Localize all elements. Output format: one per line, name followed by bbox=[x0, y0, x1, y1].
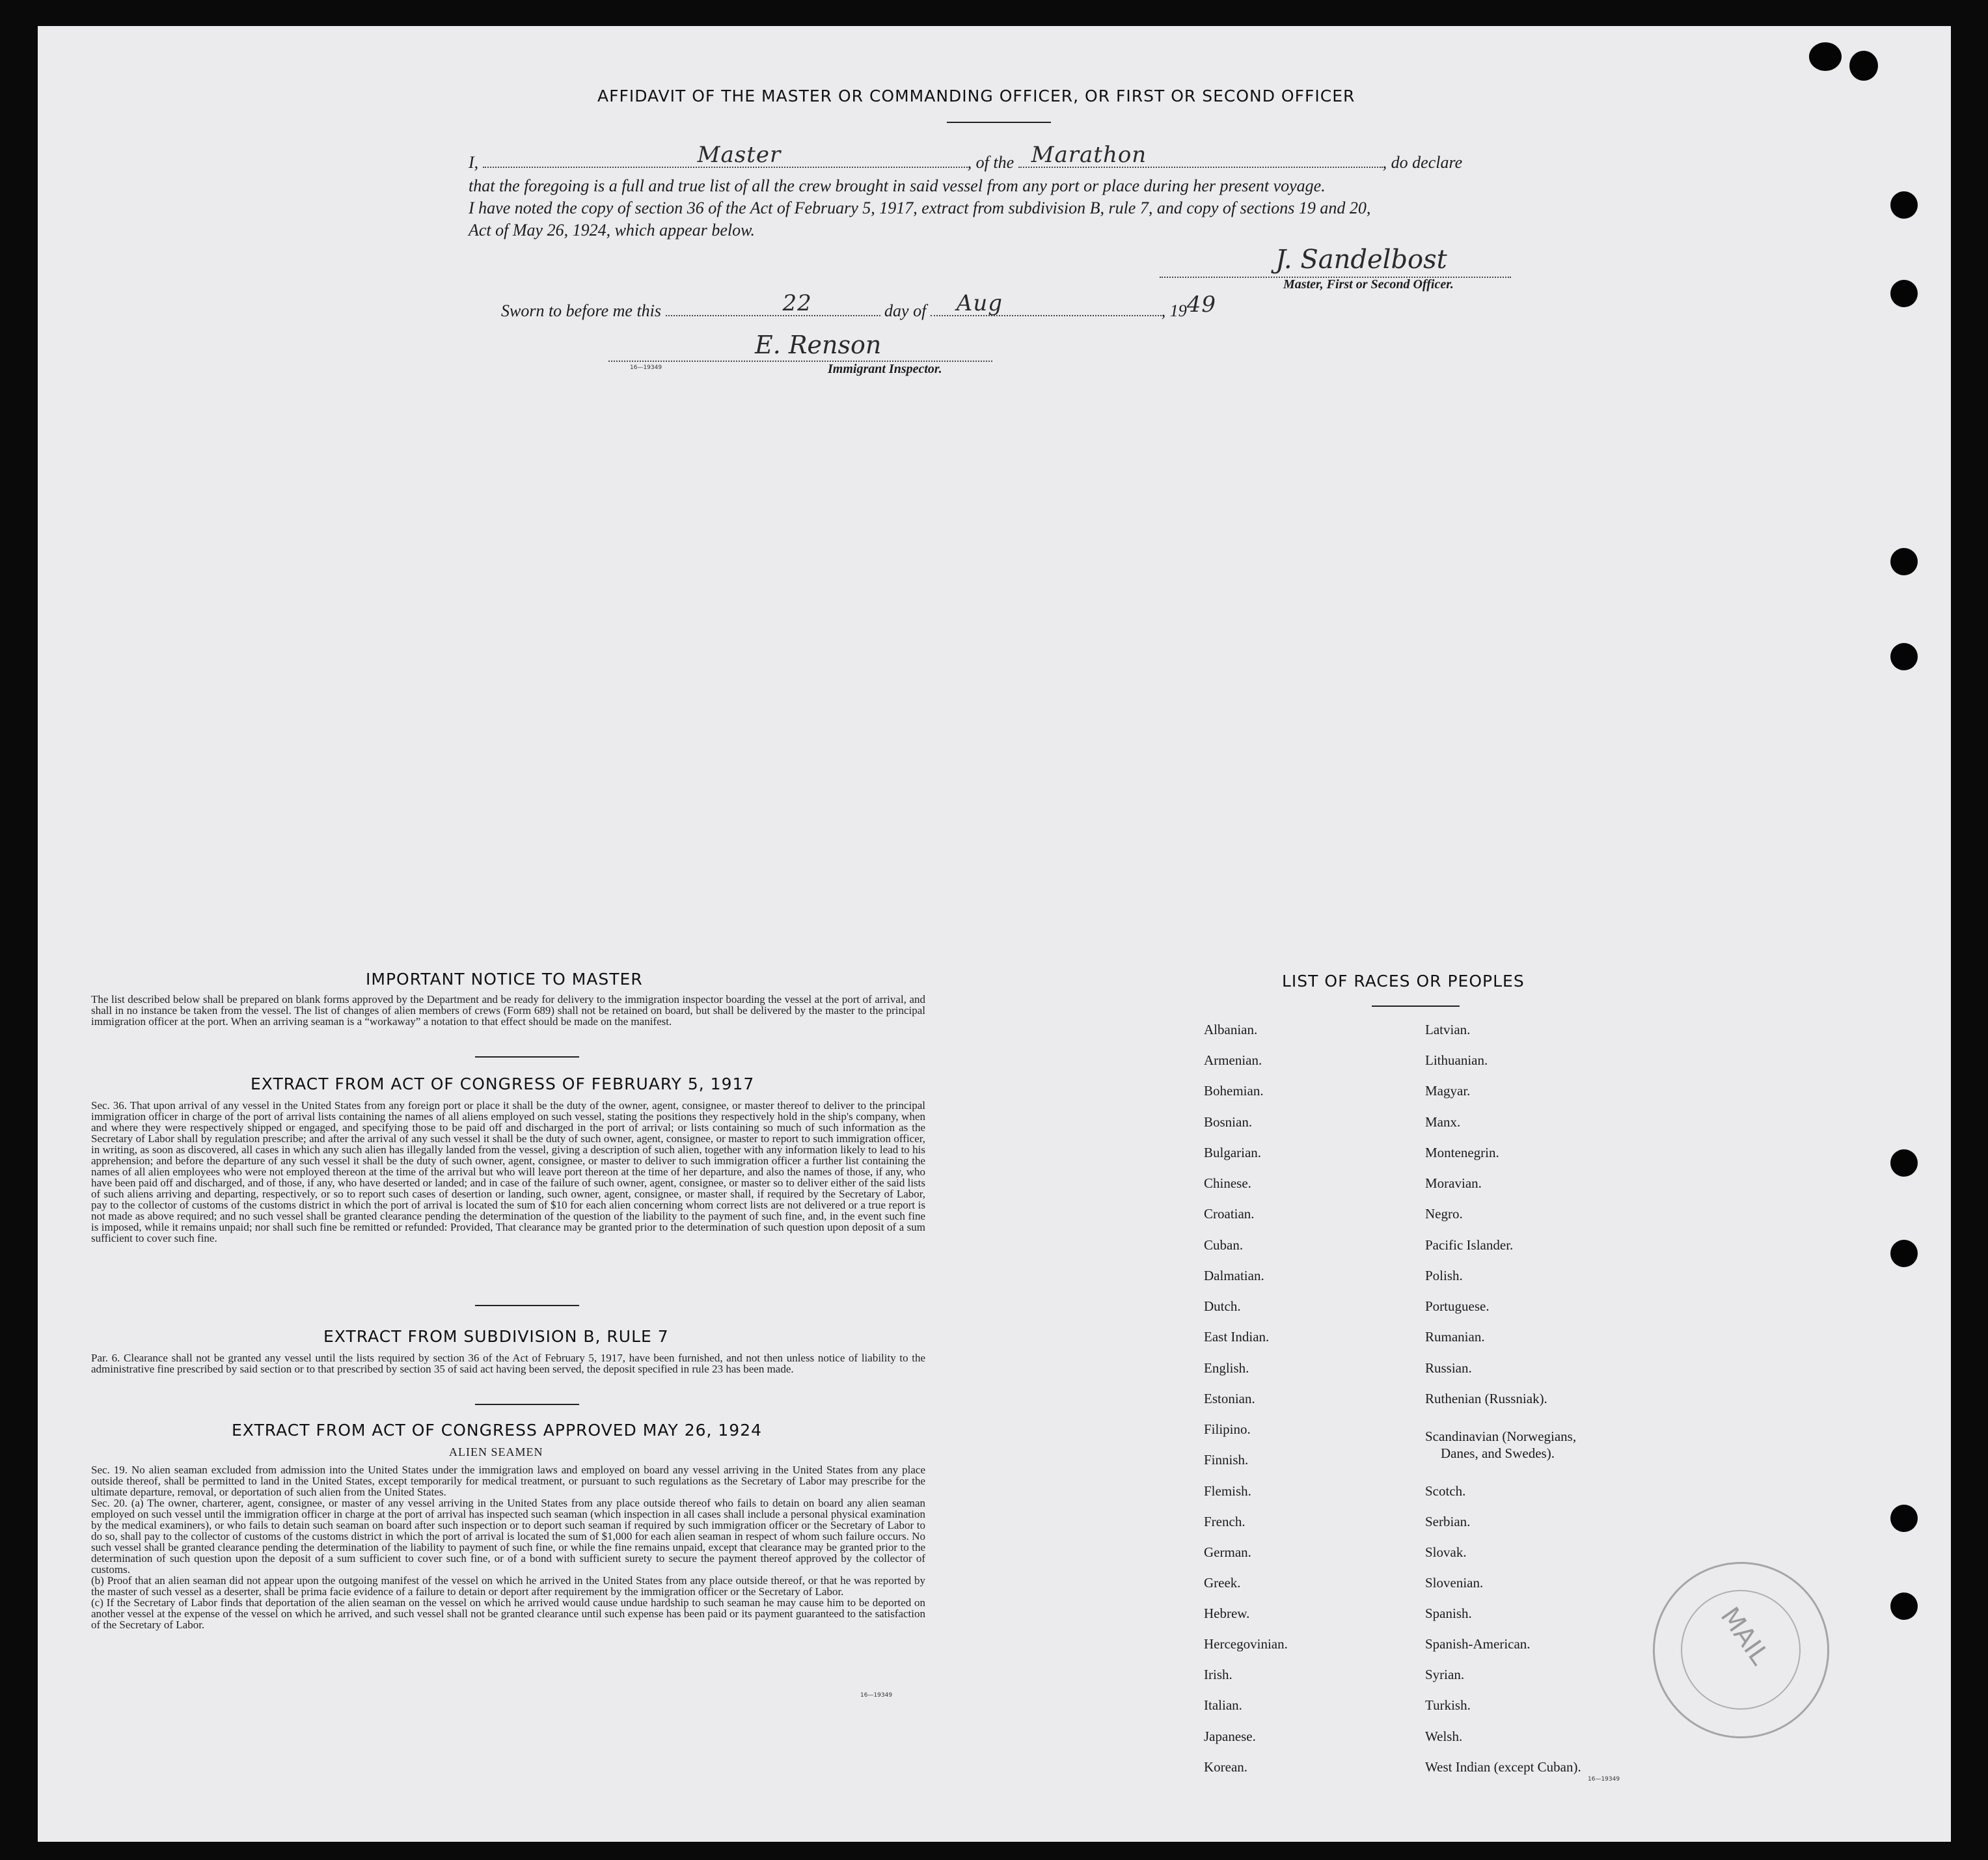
extract-1924-body bbox=[91, 1464, 925, 1630]
race-item: Moravian. bbox=[1425, 1175, 1482, 1191]
sworn-month-field bbox=[931, 290, 1162, 316]
race-item: Croatian. bbox=[1204, 1206, 1255, 1222]
punch-hole bbox=[1890, 280, 1918, 307]
sworn-month-handwritten: Aug bbox=[956, 290, 1003, 316]
affidavit-title: AFFIDAVIT OF THE MASTER OR COMMANDING OFFICER, OR FIRST OR SECOND OFFICER bbox=[597, 87, 1355, 105]
sworn-year-field bbox=[1186, 292, 1219, 318]
race-item: Manx. bbox=[1425, 1114, 1461, 1130]
race-item: Turkish. bbox=[1425, 1697, 1471, 1713]
master-signature: J. Sandelbost bbox=[1275, 245, 1447, 275]
race-item: East Indian. bbox=[1204, 1329, 1270, 1345]
race-item: Danes, and Swedes). bbox=[1441, 1445, 1555, 1461]
vessel-name-field bbox=[1018, 142, 1383, 168]
race-item: Ruthenian (Russniak). bbox=[1425, 1391, 1547, 1406]
extract-1924-sec20c: (c) If the Secretary of Labor finds that deportation of the alien seaman on the vessel on which he arrived would cause undue hardship to such seaman he may cause him to be deported on another vessel at the expense of the vessel on which he arrived, and such vessel shall not be granted clearance until such expense has been paid or its payment guaranteed to the satisfaction of the Secretary of Labor. bbox=[91, 1596, 925, 1631]
punch-hole bbox=[1890, 191, 1918, 219]
race-item: Armenian. bbox=[1204, 1052, 1262, 1068]
races-title: LIST OF RACES OR PEOPLES bbox=[1282, 972, 1525, 991]
sworn-day-handwritten: 22 bbox=[782, 290, 812, 316]
race-item: Hercegovinian. bbox=[1204, 1636, 1288, 1652]
race-item: Bulgarian. bbox=[1204, 1145, 1262, 1160]
extract-1917-body: Sec. 36. That upon arrival of any vessel in the United States from any foreign port or place it shall be the duty of the owner, agent, consignee, or master thereof to deliver to the principal immigration officer in charge of the port of arrival lists containing the names of all aliens employed on such vessel, stating the positions they respectively hold in the ship's company, when and where they were respectively shipped or engaged, and specifying those to be paid off and discharged in the port of arrival; or lists containing so much of such information as the Secretary of Labor shall by regulation prescribe; and after the arrival of any such vessel it shall be the duty of such owner, agent, consignee, or master to report to such immigration officer, in writing, as soon as discovered, all cases in which any such alien has illegally landed from the vessel, giving a description of such alien, together with any information likely to lead to his apprehension; and before the departure of any such vessel it shall be the duty of such owner, agent, consignee, or master to deliver to such immigration officer a further list containing the names of all alien employees who were not employed thereon at the time of the arrival but who will leave port thereon at the time of her departure, and also the names of those, if any, who have been paid off and discharged, and of those, if any, who have deserted or landed; and in case of the failure of such owner, agent, consignee, or master so to deliver either of the said lists of such aliens arriving and departing, respectively, or so to report such cases of desertion or landing, such owner, agent, consignee, or master shall, if required by the Secretary of Labor, pay to the collector of customs of the customs district in which the port of arrival is located the sum of $10 for each alien concerning whom correct lists are not delivered or a true report is not made as above required; and no such vessel shall be granted clearance pending the determination of the question of the liability to the payment of such fine, and, in the event such fine is imposed, while it remains unpaid; nor shall such fine be remitted or refunded: Provided, That clearance may be granted prior to the determination of such question upon deposit of a sum sufficient to cover such fine. bbox=[91, 1099, 925, 1244]
race-item: West Indian (except Cuban). bbox=[1425, 1759, 1581, 1775]
race-item: Welsh. bbox=[1425, 1729, 1463, 1744]
race-item: English. bbox=[1204, 1360, 1249, 1376]
sworn-line bbox=[501, 290, 1219, 322]
divider bbox=[947, 122, 1051, 123]
notice-title: IMPORTANT NOTICE TO MASTER bbox=[366, 970, 643, 989]
officer-title-field bbox=[483, 142, 968, 168]
race-item: Negro. bbox=[1425, 1206, 1463, 1222]
punch-hole bbox=[1890, 1505, 1918, 1532]
race-item: Bosnian. bbox=[1204, 1114, 1253, 1130]
punch-hole bbox=[1890, 1593, 1918, 1620]
race-item: Syrian. bbox=[1425, 1667, 1465, 1682]
race-item: Lithuanian. bbox=[1425, 1052, 1488, 1068]
race-item: Dutch. bbox=[1204, 1298, 1241, 1314]
punch-hole bbox=[1890, 548, 1918, 575]
race-item: Flemish. bbox=[1204, 1483, 1251, 1499]
race-item: German. bbox=[1204, 1544, 1251, 1560]
race-item: Greek. bbox=[1204, 1575, 1241, 1591]
races-form-number: 16—19349 bbox=[1588, 1776, 1620, 1783]
extract-1924-sec19: Sec. 19. No alien seaman excluded from admission into the United States under the immigration laws and employed on board any vessel arriving in the United States from any place outside thereof, shall be permitted to land in the United States, except temporarily for medical treatment, or pursuant to such regulations as the Secretary of Labor may prescribe for the ultimate departure, removal, or deportation of such alien from the United States. bbox=[91, 1464, 925, 1498]
race-item: Chinese. bbox=[1204, 1175, 1251, 1191]
race-item: Latvian. bbox=[1425, 1022, 1471, 1037]
extract-1917-title: EXTRACT FROM ACT OF CONGRESS OF FEBRUARY 5, 1917 bbox=[251, 1074, 755, 1093]
extract-form-number: 16—19349 bbox=[860, 1692, 893, 1699]
master-signature-caption: Master, First or Second Officer. bbox=[1283, 277, 1454, 292]
notice-body: The list described below shall be prepared on blank forms approved by the Department and be ready for delivery to the immigration inspector boarding the vessel at the port of arrival, and shall in no instance be taken from the vessel. The list of changes of alien members of crews (Form 689) shall not be retained on board, but shall be delivered by the master to the principal immigration officer at the port. When an arriving seaman is a “workaway” a notation to that effect should be made on the manifest. bbox=[91, 993, 925, 1028]
race-item: Serbian. bbox=[1425, 1514, 1471, 1529]
punch-hole bbox=[1890, 1240, 1918, 1267]
punch-hole bbox=[1809, 42, 1842, 71]
sworn-day-of: day of bbox=[884, 301, 927, 320]
vessel-name-handwritten: Marathon bbox=[1031, 142, 1147, 168]
sworn-year-handwritten: 49 bbox=[1186, 292, 1217, 318]
officer-title-handwritten: Master bbox=[697, 142, 782, 168]
extract-1924-subtitle: ALIEN SEAMEN bbox=[449, 1445, 543, 1458]
race-item: Rumanian. bbox=[1425, 1329, 1485, 1345]
race-item: Portuguese. bbox=[1425, 1298, 1490, 1314]
race-item: Spanish. bbox=[1425, 1606, 1472, 1621]
inspector-caption: Immigrant Inspector. bbox=[828, 362, 942, 376]
affidavit-i: I, bbox=[469, 153, 479, 172]
race-item: Finnish. bbox=[1204, 1452, 1249, 1468]
race-item: Magyar. bbox=[1425, 1083, 1471, 1099]
extract-1924-title: EXTRACT FROM ACT OF CONGRESS APPROVED MAY 26, 1924 bbox=[232, 1421, 763, 1440]
punch-hole bbox=[1890, 643, 1918, 670]
race-item: Japanese. bbox=[1204, 1729, 1256, 1744]
divider bbox=[475, 1404, 579, 1405]
inspector-signature: E. Renson bbox=[755, 331, 882, 359]
postmark-text: MAIL bbox=[1714, 1602, 1775, 1671]
race-item: Cuban. bbox=[1204, 1237, 1244, 1253]
race-item: Scandinavian (Norwegians, bbox=[1425, 1429, 1577, 1444]
affidavit-do-declare: , do declare bbox=[1382, 153, 1463, 172]
race-item: Montenegrin. bbox=[1425, 1145, 1499, 1160]
race-item: Hebrew. bbox=[1204, 1606, 1250, 1621]
race-item: Filipino. bbox=[1204, 1421, 1251, 1437]
race-item: Dalmatian. bbox=[1204, 1268, 1264, 1283]
race-item: French. bbox=[1204, 1514, 1246, 1529]
race-item: Irish. bbox=[1204, 1667, 1232, 1682]
divider bbox=[1372, 1005, 1460, 1007]
affidavit-of-the: , of the bbox=[967, 153, 1014, 172]
extract-1924-sec20a: Sec. 20. (a) The owner, charterer, agent, consignee, or master of any vessel arriving in the United States from any place outside thereof who fails to detain on board any alien seaman employed on such vessel until the immigration officer in charge at the port of arrival has inspected such seaman (which inspection in all cases shall include a personal physical examination by the medical examiners), or who fails to detain such seaman on board after such inspection or to deport such seaman if required by such immigration officer or the Secretary of Labor to do so, shall pay to the collector of customs of the customs district in which the port of arrival is located the sum of $1,000 for each alien seaman in respect of whom such failure occurs. No such vessel shall be granted clearance pending the determination of the liability to payment of such fine, or while the fine remains unpaid, except that clearance may be granted prior to the determination of such question upon the deposit of a sum sufficient to cover such fine, or of a bond with sufficient surety to secure the payment thereof approved by the collector of customs. bbox=[91, 1497, 925, 1576]
race-item: Korean. bbox=[1204, 1759, 1248, 1775]
race-item: Russian. bbox=[1425, 1360, 1472, 1376]
race-item: Slovenian. bbox=[1425, 1575, 1484, 1591]
divider bbox=[475, 1056, 579, 1058]
postmark-stamp bbox=[1653, 1562, 1829, 1738]
affidavit-line-2: that the foregoing is a full and true list of all the crew brought in said vessel from any port or place during her present voyage. bbox=[469, 176, 1326, 195]
divider bbox=[475, 1305, 579, 1306]
affidavit-line-4: Act of May 26, 1924, which appear below. bbox=[469, 221, 756, 239]
race-item: Albanian. bbox=[1204, 1022, 1258, 1037]
race-item: Italian. bbox=[1204, 1697, 1242, 1713]
punch-hole bbox=[1890, 1149, 1918, 1177]
affidavit-form-number: 16—19349 bbox=[630, 364, 662, 371]
race-item: Spanish-American. bbox=[1425, 1636, 1531, 1652]
sworn-day-field bbox=[666, 290, 880, 316]
affidavit-line-1 bbox=[469, 142, 1463, 174]
race-item: Pacific Islander. bbox=[1425, 1237, 1514, 1253]
race-item: Scotch. bbox=[1425, 1483, 1466, 1499]
sworn-year-prefix: , 19 bbox=[1161, 301, 1187, 320]
punch-hole bbox=[1849, 51, 1878, 81]
extract-1924-sec20b: (b) Proof that an alien seaman did not appear upon the outgoing manifest of the vessel on which he arrived in the United States from any place outside thereof, or that he was reported by the master of such vessel as a deserter, shall be prima facie evidence of a failure to detain or deport after requirement by the immigration officer or the Secretary of Labor. bbox=[91, 1574, 925, 1598]
race-item: Polish. bbox=[1425, 1268, 1463, 1283]
race-item: Bohemian. bbox=[1204, 1083, 1264, 1099]
extract-rule7-title: EXTRACT FROM SUBDIVISION B, RULE 7 bbox=[323, 1327, 669, 1346]
race-item: Slovak. bbox=[1425, 1544, 1467, 1560]
affidavit-line-3: I have noted the copy of section 36 of the Act of February 5, 1917, extract from subdivision B, rule 7, and copy of sections 19 and 20, bbox=[469, 198, 1371, 217]
extract-rule7-body: Par. 6. Clearance shall not be granted any vessel until the lists required by section 36 of the Act of February 5, 1917, have been furnished, and not then unless notice of liability to the administrative fine prescribed by said section or to that prescribed by section 35 of said act having been served, the deposit specified in rule 23 has been made. bbox=[91, 1352, 925, 1375]
race-item: Estonian. bbox=[1204, 1391, 1255, 1406]
sworn-prefix: Sworn to before me this bbox=[501, 301, 662, 320]
